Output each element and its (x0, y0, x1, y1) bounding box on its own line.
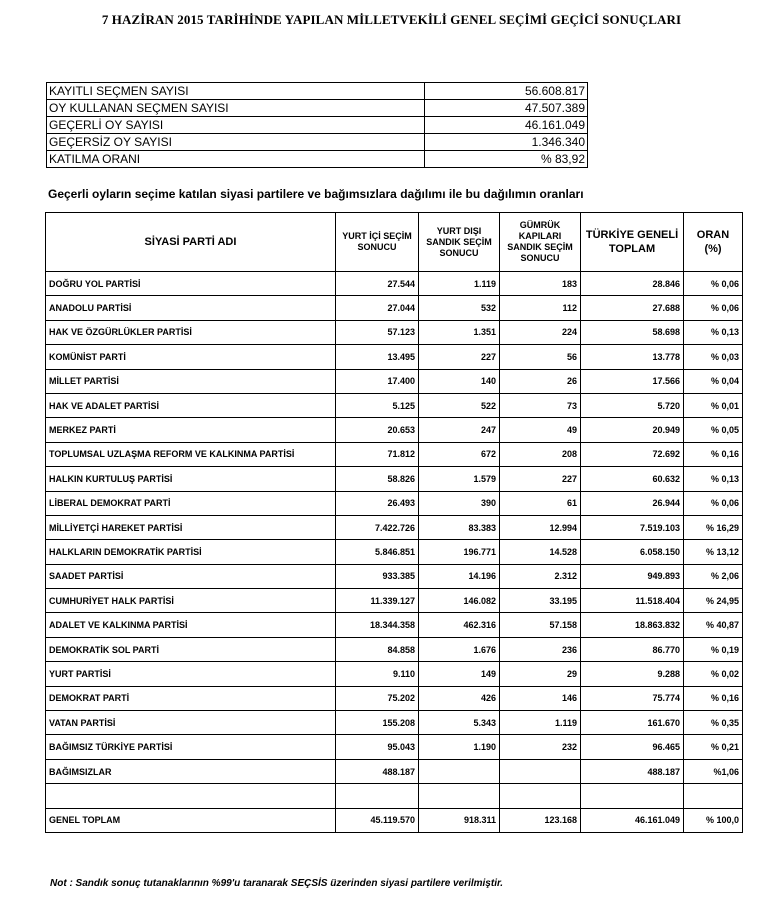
table-row (46, 272, 743, 296)
ratio-cell: % 0,02 (684, 662, 743, 686)
summary-row (47, 134, 588, 151)
customs-votes-cell: 227 (500, 467, 581, 491)
customs-votes-cell: 208 (500, 442, 581, 466)
table-row (46, 589, 743, 613)
domestic-votes-cell: 17.400 (336, 369, 419, 393)
domestic-votes-cell: 18.344.358 (336, 613, 419, 637)
ratio-cell: % 100,0 (684, 808, 743, 832)
domestic-votes-cell: 155.208 (336, 711, 419, 735)
party-name-cell: MİLLİYETÇİ HAREKET PARTİSİ (46, 515, 336, 539)
ratio-cell: % 0,04 (684, 369, 743, 393)
abroad-votes-cell: 390 (419, 491, 500, 515)
ratio-cell: % 0,01 (684, 393, 743, 417)
column-header-abroad: YURT DIŞI SANDIK SEÇİM SONUCU (419, 213, 500, 272)
domestic-votes-cell: 5.846.851 (336, 540, 419, 564)
domestic-votes-cell: 27.044 (336, 296, 419, 320)
customs-votes-cell: 33.195 (500, 589, 581, 613)
summary-label: OY KULLANAN SEÇMEN SAYISI (47, 100, 425, 117)
total-votes-cell: 9.288 (581, 662, 684, 686)
table-row (46, 759, 743, 783)
summary-row (47, 151, 588, 168)
party-name-cell: DEMOKRATİK SOL PARTİ (46, 637, 336, 661)
total-votes-cell: 27.688 (581, 296, 684, 320)
party-name-cell: HAK VE ÖZGÜRLÜKLER PARTİSİ (46, 320, 336, 344)
customs-votes-cell: 14.528 (500, 540, 581, 564)
summary-row (47, 100, 588, 117)
customs-votes-cell: 1.119 (500, 711, 581, 735)
domestic-votes-cell: 75.202 (336, 686, 419, 710)
total-votes-cell: 5.720 (581, 393, 684, 417)
domestic-votes-cell: 71.812 (336, 442, 419, 466)
party-name-cell: DEMOKRAT PARTİ (46, 686, 336, 710)
customs-votes-cell: 57.158 (500, 613, 581, 637)
abroad-votes-cell: 522 (419, 393, 500, 417)
domestic-votes-cell: 20.653 (336, 418, 419, 442)
total-votes-cell: 72.692 (581, 442, 684, 466)
total-votes-cell: 949.893 (581, 564, 684, 588)
customs-votes-cell: 232 (500, 735, 581, 759)
party-name-cell: MERKEZ PARTİ (46, 418, 336, 442)
customs-votes-cell: 12.994 (500, 515, 581, 539)
abroad-votes-cell: 227 (419, 345, 500, 369)
domestic-votes-cell: 84.858 (336, 637, 419, 661)
customs-votes-cell: 123.168 (500, 808, 581, 832)
domestic-votes-cell: 95.043 (336, 735, 419, 759)
ratio-cell: % 0,16 (684, 686, 743, 710)
ratio-cell: % 0,21 (684, 735, 743, 759)
abroad-votes-cell: 532 (419, 296, 500, 320)
ratio-cell: % 2,06 (684, 564, 743, 588)
party-name-cell: MİLLET PARTİSİ (46, 369, 336, 393)
table-row (46, 418, 743, 442)
customs-votes-cell: 49 (500, 418, 581, 442)
ratio-cell: % 13,12 (684, 540, 743, 564)
ratio-cell: % 0,06 (684, 272, 743, 296)
table-row (46, 637, 743, 661)
total-votes-cell: 11.518.404 (581, 589, 684, 613)
abroad-votes-cell: 146.082 (419, 589, 500, 613)
customs-votes-cell: 73 (500, 393, 581, 417)
party-name-cell: HALKIN KURTULUŞ PARTİSİ (46, 467, 336, 491)
summary-row (47, 117, 588, 134)
ratio-cell: % 0,03 (684, 345, 743, 369)
total-votes-cell: 26.944 (581, 491, 684, 515)
header-row (46, 213, 743, 272)
domestic-votes-cell: 9.110 (336, 662, 419, 686)
domestic-votes-cell: 27.544 (336, 272, 419, 296)
customs-votes-cell (500, 759, 581, 783)
table-row (46, 467, 743, 491)
ratio-cell: % 40,87 (684, 613, 743, 637)
party-name-cell: LİBERAL DEMOKRAT PARTİ (46, 491, 336, 515)
abroad-votes-cell: 1.676 (419, 637, 500, 661)
summary-value: 46.161.049 (425, 117, 588, 134)
abroad-votes-cell: 83.383 (419, 515, 500, 539)
party-name-cell: YURT PARTİSİ (46, 662, 336, 686)
abroad-votes-cell: 1.351 (419, 320, 500, 344)
table-row (46, 613, 743, 637)
table-row (46, 662, 743, 686)
table-row (46, 345, 743, 369)
party-name-cell: KOMÜNİST PARTİ (46, 345, 336, 369)
domestic-votes-cell: 933.385 (336, 564, 419, 588)
table-row (46, 491, 743, 515)
summary-value: 47.507.389 (425, 100, 588, 117)
party-name-cell: TOPLUMSAL UZLAŞMA REFORM VE KALKINMA PARTİSİ (46, 442, 336, 466)
column-header-ratio: ORAN (%) (684, 213, 743, 272)
ratio-cell: % 0,16 (684, 442, 743, 466)
customs-votes-cell: 112 (500, 296, 581, 320)
table-row (46, 442, 743, 466)
abroad-votes-cell: 1.190 (419, 735, 500, 759)
total-votes-cell: 28.846 (581, 272, 684, 296)
domestic-votes-cell: 5.125 (336, 393, 419, 417)
ratio-cell: % 0,19 (684, 637, 743, 661)
total-votes-cell: 58.698 (581, 320, 684, 344)
table-row (46, 711, 743, 735)
total-votes-cell: 6.058.150 (581, 540, 684, 564)
total-votes-cell (581, 784, 684, 808)
ratio-cell: % 0,13 (684, 467, 743, 491)
party-name-cell: VATAN PARTİSİ (46, 711, 336, 735)
domestic-votes-cell: 7.422.726 (336, 515, 419, 539)
column-header-party: SİYASİ PARTİ ADI (46, 213, 336, 272)
abroad-votes-cell: 196.771 (419, 540, 500, 564)
party-name-cell: BAĞIMSIZLAR (46, 759, 336, 783)
table-row (46, 784, 743, 808)
column-header-domestic: YURT İÇİ SEÇİM SONUCU (336, 213, 419, 272)
total-votes-cell: 488.187 (581, 759, 684, 783)
total-votes-cell: 75.774 (581, 686, 684, 710)
abroad-votes-cell: 426 (419, 686, 500, 710)
customs-votes-cell: 29 (500, 662, 581, 686)
party-name-cell: GENEL TOPLAM (46, 808, 336, 832)
total-votes-cell: 86.770 (581, 637, 684, 661)
customs-votes-cell: 236 (500, 637, 581, 661)
customs-votes-cell: 224 (500, 320, 581, 344)
summary-label: GEÇERLİ OY SAYISI (47, 117, 425, 134)
customs-votes-cell: 2.312 (500, 564, 581, 588)
results-table (45, 212, 743, 833)
table-row (46, 540, 743, 564)
domestic-votes-cell: 13.495 (336, 345, 419, 369)
summary-label: GEÇERSİZ OY SAYISI (47, 134, 425, 151)
customs-votes-cell: 183 (500, 272, 581, 296)
ratio-cell: % 16,29 (684, 515, 743, 539)
abroad-votes-cell: 247 (419, 418, 500, 442)
ratio-cell: %1,06 (684, 759, 743, 783)
total-votes-cell: 161.670 (581, 711, 684, 735)
ratio-cell: % 0,35 (684, 711, 743, 735)
summary-value: % 83,92 (425, 151, 588, 168)
domestic-votes-cell: 57.123 (336, 320, 419, 344)
domestic-votes-cell: 488.187 (336, 759, 419, 783)
footnote: Not : Sandık sonuç tutanaklarının %99'u taranarak SEÇSİS üzerinden siyasi partilere verilmiştir. (50, 878, 504, 889)
abroad-votes-cell: 140 (419, 369, 500, 393)
total-votes-cell: 20.949 (581, 418, 684, 442)
table-row (46, 808, 743, 832)
table-row (46, 320, 743, 344)
abroad-votes-cell: 672 (419, 442, 500, 466)
total-votes-cell: 13.778 (581, 345, 684, 369)
abroad-votes-cell (419, 784, 500, 808)
domestic-votes-cell: 26.493 (336, 491, 419, 515)
ratio-cell: % 0,13 (684, 320, 743, 344)
table-row (46, 369, 743, 393)
total-votes-cell: 7.519.103 (581, 515, 684, 539)
customs-votes-cell: 146 (500, 686, 581, 710)
abroad-votes-cell: 14.196 (419, 564, 500, 588)
customs-votes-cell: 26 (500, 369, 581, 393)
party-name-cell: HAK VE ADALET PARTİSİ (46, 393, 336, 417)
abroad-votes-cell: 149 (419, 662, 500, 686)
summary-value: 56.608.817 (425, 83, 588, 100)
total-votes-cell: 60.632 (581, 467, 684, 491)
party-name-cell: DOĞRU YOL PARTİSİ (46, 272, 336, 296)
summary-label: KAYITLI SEÇMEN SAYISI (47, 83, 425, 100)
party-name-cell: CUMHURİYET HALK PARTİSİ (46, 589, 336, 613)
party-name-cell: HALKLARIN DEMOKRATİK PARTİSİ (46, 540, 336, 564)
total-votes-cell: 17.566 (581, 369, 684, 393)
table-row (46, 686, 743, 710)
customs-votes-cell (500, 784, 581, 808)
total-votes-cell: 18.863.832 (581, 613, 684, 637)
customs-votes-cell: 61 (500, 491, 581, 515)
total-votes-cell: 96.465 (581, 735, 684, 759)
abroad-votes-cell: 5.343 (419, 711, 500, 735)
summary-table (46, 82, 588, 168)
table-row (46, 515, 743, 539)
domestic-votes-cell: 45.119.570 (336, 808, 419, 832)
ratio-cell (684, 784, 743, 808)
party-name-cell: ANADOLU PARTİSİ (46, 296, 336, 320)
domestic-votes-cell: 58.826 (336, 467, 419, 491)
table-row (46, 564, 743, 588)
ratio-cell: % 0,06 (684, 296, 743, 320)
abroad-votes-cell: 1.119 (419, 272, 500, 296)
party-name-cell: BAĞIMSIZ TÜRKİYE PARTİSİ (46, 735, 336, 759)
table-row (46, 735, 743, 759)
abroad-votes-cell: 1.579 (419, 467, 500, 491)
table-row (46, 296, 743, 320)
page-title: 7 HAZİRAN 2015 TARİHİNDE YAPILAN MİLLETVEKİLİ GENEL SEÇİMİ GEÇİCİ SONUÇLARI (101, 12, 682, 27)
customs-votes-cell: 56 (500, 345, 581, 369)
column-header-total: TÜRKİYE GENELİ TOPLAM (581, 213, 684, 272)
ratio-cell: % 0,06 (684, 491, 743, 515)
ratio-cell: % 24,95 (684, 589, 743, 613)
abroad-votes-cell: 918.311 (419, 808, 500, 832)
summary-value: 1.346.340 (425, 134, 588, 151)
domestic-votes-cell: 11.339.127 (336, 589, 419, 613)
column-header-customs: GÜMRÜK KAPILARI SANDIK SEÇİM SONUCU (500, 213, 581, 272)
total-votes-cell: 46.161.049 (581, 808, 684, 832)
abroad-votes-cell (419, 759, 500, 783)
party-name-cell: SAADET PARTİSİ (46, 564, 336, 588)
table-subtitle: Geçerli oyların seçime katılan siyasi partilere ve bağımsızlara dağılımı ile bu dağılımın oranları (48, 187, 584, 201)
summary-label: KATILMA ORANI (47, 151, 425, 168)
party-name-cell (46, 784, 336, 808)
party-name-cell: ADALET VE KALKINMA PARTİSİ (46, 613, 336, 637)
summary-row (47, 83, 588, 100)
ratio-cell: % 0,05 (684, 418, 743, 442)
table-row (46, 393, 743, 417)
abroad-votes-cell: 462.316 (419, 613, 500, 637)
domestic-votes-cell (336, 784, 419, 808)
